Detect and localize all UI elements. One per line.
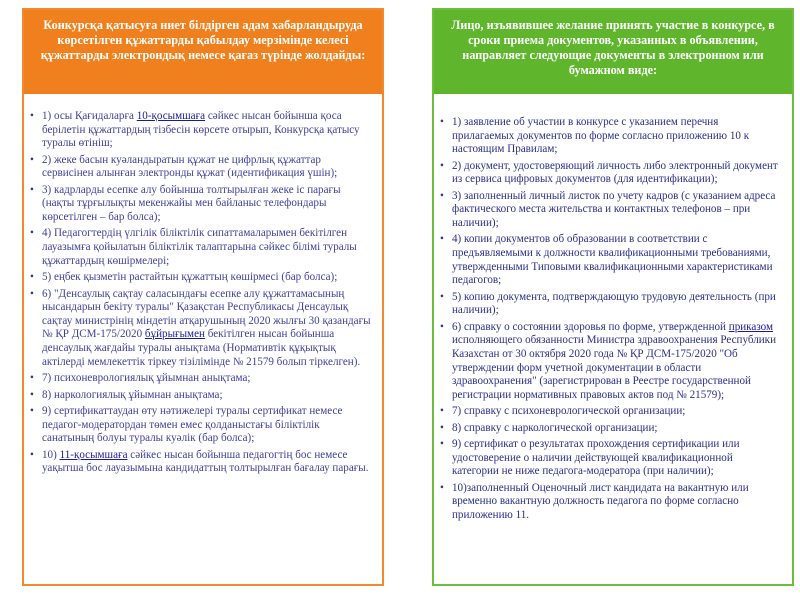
list-item [30, 372, 372, 386]
list-item-text: 5) копию документа, подтверждающую трудовую деятельность (при наличии); [452, 290, 776, 317]
list-item-text: 3) заполненный личный листок по учету кадров (с указанием адреса фактического места жительства и контактных телефонов – при наличии); [452, 189, 776, 229]
list-item-text-continued: исполняющего обязанности Министра здравоохранения Республики Казахстан от 30 октября 2020 года № ҚР ДСМ-175/2020 "Об утверждении форм учетной документации в области здравоохранения" (зарегистрирован в Реестре государственной регистрации нормативных правовых актов под № 21579); [452, 334, 777, 401]
list-item [440, 233, 782, 287]
list-item [440, 160, 782, 187]
list-item-text: 4) Педагогтердің үлгілік біліктілік сипаттамаларымен бекітілген лауазымға қойылатын біліктілік талаптарына сәйкес білімі туралы құжаттардың көшірмелері; [42, 227, 357, 267]
list-item [440, 422, 782, 436]
list-item [440, 438, 782, 479]
list-item [440, 482, 782, 523]
list-item-text: 6) "Денсаулық сақтау саласындағы есепке алу құжаттамасының нысандарын бекіту туралы" Қазақстан Республикасы Денсаулық сақтау министрінің міндетін атқарушының 2020 жылғы 30 қазандағы № ҚР ДСМ-175/2020 [42, 287, 371, 341]
list-item-text: 1) осы Қағидаларға [42, 110, 137, 122]
list-item-text-continued: бекітілген нысан бойынша денсаулық жағдайы туралы анықтама (Нормативтік құқықтық актілерді мемлекеттік тіркеу тізілімінде № 21579 болып тіркелген). [42, 328, 361, 368]
list-item-text: 2) жеке басын куәландыратын құжат не цифрлық құжаттар сервисінен алынған электронды құжат (идентификация үшін); [42, 153, 338, 180]
list-item [30, 227, 372, 268]
kazakh-document-list [30, 110, 372, 479]
list-item-text: 5) еңбек қызметін растайтын құжаттың көшірмесі (бар болса); [42, 271, 338, 284]
list-item [30, 184, 372, 225]
list-item [440, 321, 782, 403]
list-item-text: 2) документ, удостоверяющий личность либо электронный документ из сервиса цифровых документов (для идентификации); [452, 159, 778, 186]
list-item [440, 116, 782, 157]
list-item-text: 3) кадрларды есепке алу бойынша толтырылған жеке іс парағы (нақты тұрғылықты мекенжайы мен байланыс телефондары көрсетілген – бар болса); [42, 183, 341, 223]
document-link[interactable]: 11-қосымшаға [59, 448, 128, 461]
list-item-text: 7) справку с психоневрологической организации; [452, 405, 686, 418]
document-link[interactable]: 10-қосымшаға [136, 110, 206, 122]
list-item-text: 8) справку с наркологической организации; [452, 421, 658, 434]
list-item-text: 4) копии документов об образовании в соответствии с предъявляемыми к должности квалификационными требованиями, утвержденными Типовыми квалификационными характеристиками педагогов; [452, 233, 773, 287]
kazakh-panel [22, 8, 384, 586]
list-item [440, 405, 782, 419]
list-item-text: 10)заполненный Оценочный лист кандидата на вакантную или временно вакантную должность педагога по форме согласно приложению 11. [452, 481, 749, 522]
list-item-text: 9) сертификаттаудан өту нәтижелері туралы сертификат немесе педагог-модератордан төмен емес қолданыстағы біліктілік санатының болуы туралы куәлік (бар болса); [42, 405, 343, 445]
list-item [30, 389, 372, 403]
list-item-text: 6) справку о состоянии здоровья по форме, утвержденной [452, 320, 729, 333]
list-item-text-continued: сәйкес нысан бойынша қоса берілетін құжаттардың тізбесін көрсете отырып, Конкурсқа қатысу туралы өтініш; [42, 110, 360, 150]
russian-panel [432, 8, 794, 586]
list-item-text: 8) наркологиялық ұйымнан анықтама; [42, 388, 223, 401]
kazakh-panel-header: Конкурсқа қатысуға ниет білдірген адам хабарландыруда көрсетілген құжаттарды қабылдау мерзімінде келесі құжаттарды электрондық немесе қағаз түрінде жолдайды: [24, 10, 382, 94]
list-item-text: 1) заявление об участии в конкурсе с указанием перечня прилагаемых документов по форме согласно приложению 10 к настоящим Правилам; [452, 116, 750, 156]
document-link[interactable]: бұйрығымен [144, 328, 205, 341]
list-item-text: 7) психоневрологиялық ұйымнан анықтама; [42, 372, 251, 385]
list-item [30, 271, 372, 285]
list-item [30, 110, 372, 151]
list-item [440, 190, 782, 231]
list-item [440, 291, 782, 318]
list-item [30, 288, 372, 370]
list-item-text: 9) сертификат о результатах прохождения сертификации или удостоверение о наличии действующей квалификационной категории не ниже педагога-модератора (при наличии); [452, 438, 740, 478]
russian-document-list [440, 116, 782, 526]
document-link[interactable]: приказом [728, 320, 774, 333]
list-item-text-continued: сәйкес нысан бойынша педагогтің бос немесе уақытша бос лауазымына кандидаттың толтырылған бағалау парағы. [42, 448, 369, 475]
list-item-text: 10) [42, 448, 60, 461]
russian-panel-header: Лицо, изъявившее желание принять участие в конкурсе, в сроки приема документов, указанных в объявлении, направляет следующие документы в электронном или бумажном виде: [434, 10, 792, 94]
list-item [30, 154, 372, 181]
list-item [30, 449, 372, 476]
list-item [30, 405, 372, 446]
